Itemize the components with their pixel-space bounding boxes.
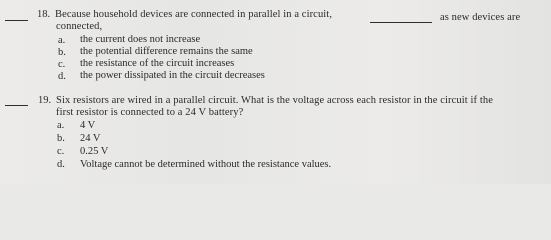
q18-option-c-text: the resistance of the circuit increases bbox=[80, 58, 235, 69]
q19-answer-blank[interactable] bbox=[5, 105, 28, 106]
q19-number: 19. bbox=[38, 95, 52, 106]
q18-option-d-letter: d. bbox=[58, 71, 66, 82]
q18-stem-line1a: Because household devices are connected in parallel in a circuit, bbox=[55, 9, 333, 20]
q18-option-b-letter: b. bbox=[58, 47, 66, 58]
q19-option-c-text: 0.25 V bbox=[80, 146, 109, 157]
q18-answer-blank[interactable] bbox=[5, 20, 28, 21]
q18-stem-line1b: as new devices are bbox=[440, 12, 521, 23]
q19-option-a-text: 4 V bbox=[80, 120, 96, 131]
q18-number: 18. bbox=[37, 9, 51, 20]
q19-option-b-text: 24 V bbox=[80, 133, 101, 144]
q19-option-a-letter: a. bbox=[57, 120, 65, 131]
q18-option-c-letter: c. bbox=[58, 59, 66, 70]
q19-stem-line1: Six resistors are wired in a parallel circuit. What is the voltage across each resistor in the circuit if the bbox=[56, 95, 493, 106]
q19-option-c-letter: c. bbox=[57, 146, 65, 157]
q19-stem-line2: first resistor is connected to a 24 V battery? bbox=[56, 107, 244, 118]
q18-option-a-text: the current does not increase bbox=[80, 34, 201, 45]
q18-option-b-text: the potential difference remains the same bbox=[80, 46, 253, 57]
q18-option-a-letter: a. bbox=[58, 35, 66, 46]
q19-option-b-letter: b. bbox=[57, 133, 65, 144]
q18-stem-line2: connected, bbox=[56, 21, 103, 32]
q18-option-d-text: the power dissipated in the circuit decreases bbox=[80, 70, 265, 81]
q19-option-d-letter: d. bbox=[57, 159, 65, 170]
q19-option-d-text: Voltage cannot be determined without the resistance values. bbox=[80, 159, 332, 170]
q18-inline-blank[interactable] bbox=[370, 22, 432, 23]
